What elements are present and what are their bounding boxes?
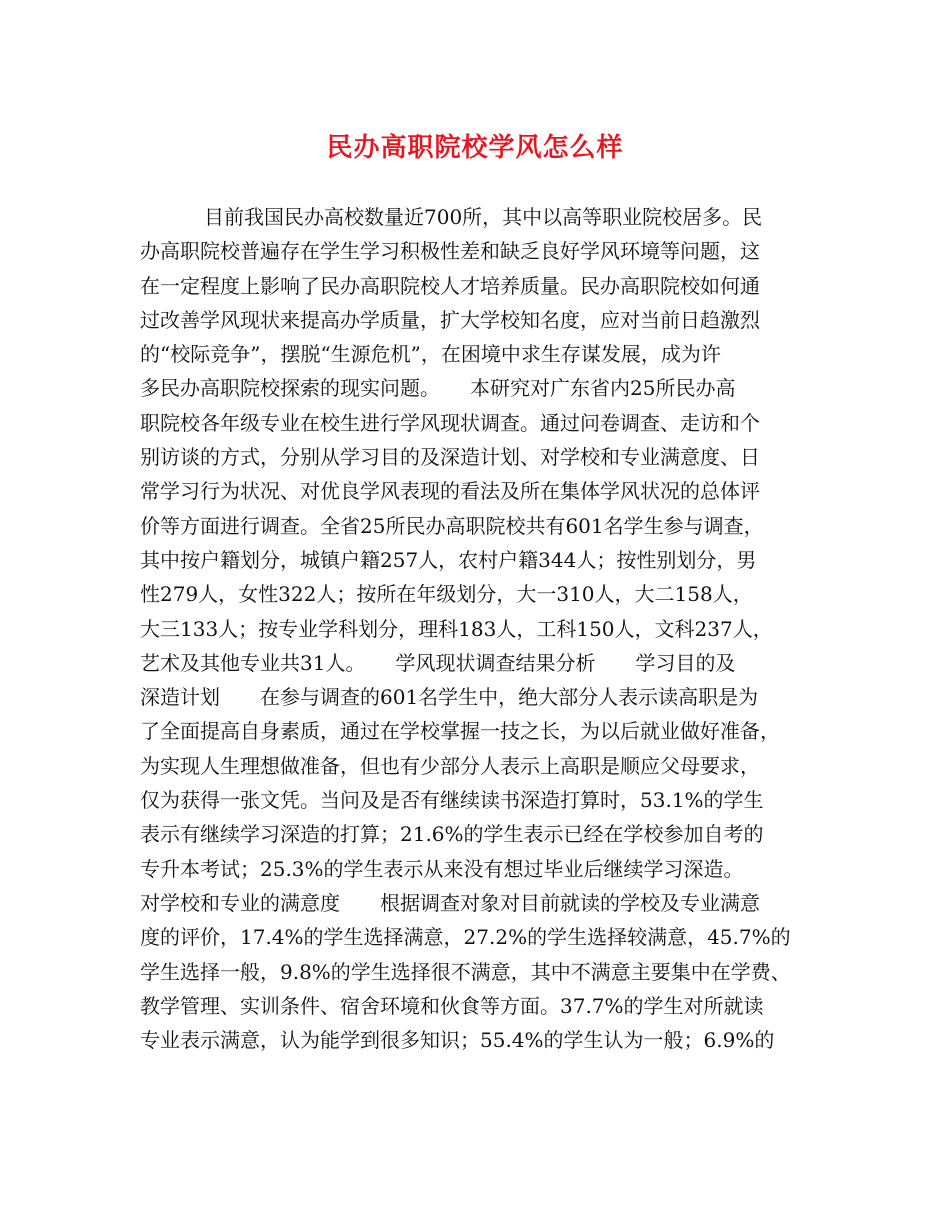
text-line: 专业表示满意，认为能学到很多知识；55.4%的学生认为一般；6.9%的: [140, 1028, 775, 1053]
text-line: 别访谈的方式，分别从学习目的及深造计划、对学校和专业满意度、日: [140, 445, 760, 470]
text-line: 常学习行为状况、对优良学风表现的看法及所在集体学风状况的总体评: [140, 479, 760, 504]
text-line: 深造计划 在参与调查的601名学生中，绝大部分人表示读高职是为: [140, 685, 759, 710]
text-line: 职院校各年级专业在校生进行学风现状调查。通过问卷调查、走访和个: [140, 410, 760, 435]
text-line: 表示有继续学习深造的打算；21.6%的学生表示已经在学校参加自考的: [140, 822, 764, 847]
text-line: 多民办高职院校探索的现实问题。 本研究对广东省内25所民办高: [140, 376, 736, 401]
text-line: 办高职院校普遍存在学生学习积极性差和缺乏良好学风环境等问题，这: [140, 239, 760, 264]
text-line: 其中按户籍划分，城镇户籍257人，农村户籍344人；按性别划分，男: [140, 547, 757, 572]
text-line: 教学管理、实训条件、宿舍环境和伙食等方面。37.7%的学生对所就读: [140, 993, 764, 1018]
text-line: 目前我国民办高校数量近700所，其中以高等职业院校居多。民: [204, 205, 763, 229]
text-line: 在一定程度上影响了民办高职院校人才培养质量。民办高职院校如何通: [140, 273, 760, 298]
text-line: 为实现人生理想做准备，但也有少部分人表示上高职是顺应父母要求，: [140, 753, 760, 778]
text-line: 价等方面进行调查。全省25所民办高职院校共有601名学生参与调查，: [140, 513, 764, 538]
text-line: 的“校际竞争”，摆脱“生源危机”，在困境中求生存谋发展，成为许: [140, 342, 721, 367]
document-body: [140, 200, 820, 1057]
text-line: 大三133人；按专业学科划分，理科183人，工科150人，文科237人，: [140, 616, 773, 641]
text-line: 对学校和专业的满意度 根据调查对象对目前就读的学校及专业满意: [140, 890, 760, 915]
text-line: 过改善学风现状来提高办学质量，扩大学校知名度，应对当前日趋激烈: [140, 307, 760, 332]
document-title: 民办高职院校学风怎么样: [326, 133, 624, 163]
text-line: 艺术及其他专业共31人。 学风现状调查结果分析 学习目的及: [140, 650, 736, 675]
text-line: 学生选择一般，9.8%的学生选择很不满意，其中不满意主要集中在学费、: [140, 959, 791, 984]
text-line: 了全面提高自身素质，通过在学校掌握一技之长，为以后就业做好准备，: [140, 719, 780, 744]
text-line: 仅为获得一张文凭。当问及是否有继续读书深造打算时，53.1%的学生: [140, 788, 764, 813]
text-line: 性279人，女性322人；按所在年级划分，大一310人，大二158人，: [140, 582, 753, 607]
text-line: 度的评价，17.4%的学生选择满意，27.2%的学生选择较满意，45.7%的: [140, 925, 791, 950]
text-line: 专升本考试；25.3%的学生表示从来没有想过毕业后继续学习深造。: [140, 856, 744, 881]
